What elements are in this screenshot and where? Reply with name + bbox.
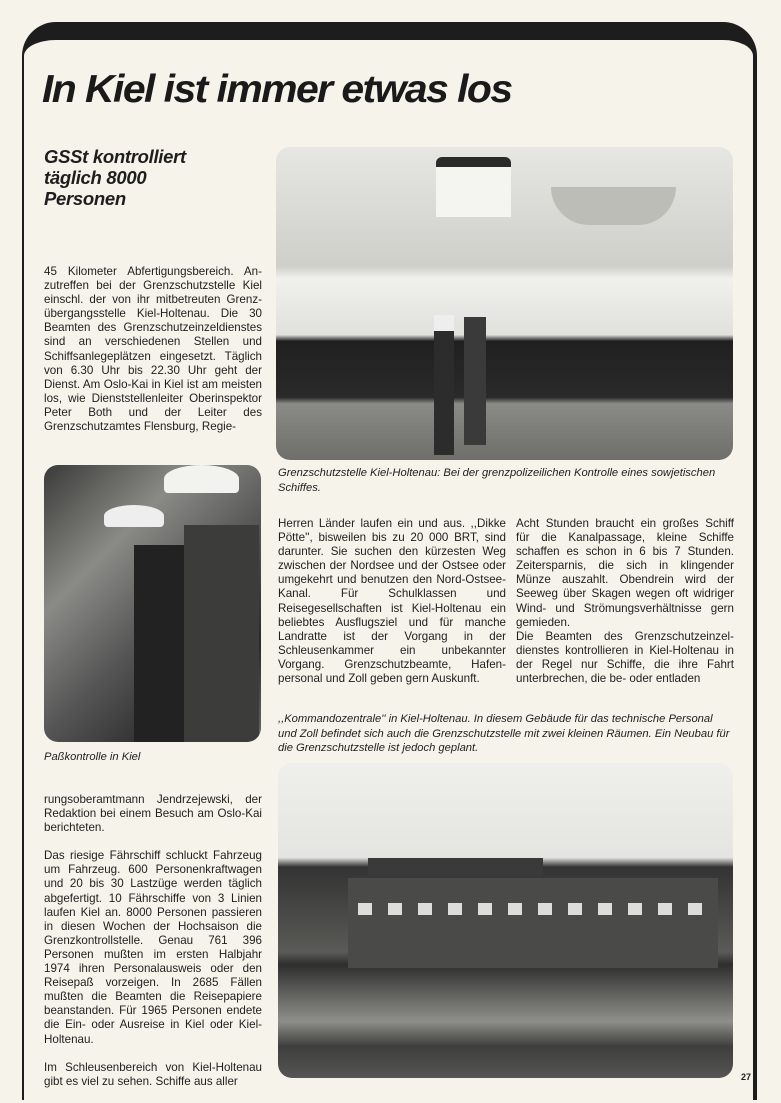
column1-bottom-text [44, 793, 262, 1103]
passport-control-photo [44, 465, 261, 742]
subheadline-line: Personen [44, 188, 126, 209]
subheadline-line: täglich 8000 [44, 167, 147, 188]
column2-text: Herren Länder laufen ein und aus. ,,Dikke Pötte'', bisweilen bis zu 20 000 BRT, sind darunter. Sie suchen den kürzesten Weg zwischen der Nordsee und der Ostsee oder umgekehrt und benutzen den Nord-Ostsee-Kanal. Für Schulklassen und Reisegesellschaften ist Kiel-Holtenau ein beliebtes Ausflugsziel und für manche Landratte ist der Vorgang in der Schleusenkammer ein unbekannter Vorgang. Grenzschutzbeamte, Hafenpersonal und Zoll geben gern Auskunft. [278, 517, 506, 686]
column3-paragraph: Die Beamten des Grenzschutzeinzeldienstes kontrollieren in Kiel-Holtenau in der Regel nur Schiffe, die ihre Fahrt unterbrechen, die be- oder entladen [516, 629, 734, 686]
building-photo [278, 763, 733, 1078]
paragraph: rungsoberamtmann Jendrzejewski, der Redaktion bei einem Besuch am Oslo-Kai berichteten. [44, 793, 262, 835]
column3-text [516, 517, 734, 686]
building-photo-caption: ,,Kommandozentrale'' in Kiel-Holtenau. In diesem Gebäude für das technische Personal und Zoll befindet sich auch die Grenzschutzstelle mit zwei kleinen Räumen. Ein Neubau für die Grenzschutzstelle ist jedoch geplant. [278, 713, 730, 754]
ship-photo-caption: Grenzschutzstelle Kiel-Holtenau: Bei der grenzpolizeilichen Kontrolle eines sowjetischen Schiffes. [278, 467, 716, 494]
page-number: 27 [741, 1072, 752, 1082]
subheadline-line: GSSt kontrolliert [44, 146, 186, 167]
ship-photo [276, 147, 733, 460]
paragraph: Das riesige Fährschiff schluckt Fahrzeug um Fahrzeug. 600 Personenkraftwagen und 20 bis 30 Lastzüge werden täglich abgefertigt. 10 Fährschiffe von 3 Linien laufen Kiel an. 8000 Personen passieren in diesen Wochen der Hochsaison die Grenzkontrollstelle. Genau 761 396 Personen mußten im ersten Halbjahr 1974 ihren Personalausweis oder den Reisepaß vorzeigen. In 2685 Fällen mußten die Beamten die Reisepapiere beanstanden. Für 1965 Personen endete die Ein- oder Ausreise in Kiel oder Kiel-Holtenau. [44, 849, 262, 1046]
passport-photo-caption: Paßkontrolle in Kiel [44, 751, 141, 763]
subheadline [44, 146, 186, 209]
column3-paragraph: Acht Stunden braucht ein großes Schiff für die Kanalpassage, kleine Schiffe schaffen es schon in 6 bis 7 Stunden. Zeitersparnis, die sich in klingender Münze auszahlt. Obendrein wird der Seeweg über Skagen wegen oft widriger Wind- und Strömungsverhältnisse gern gemieden. [516, 517, 734, 629]
paragraph: Im Schleusenbereich von Kiel-Holtenau gibt es viel zu sehen. Schiffe aus aller [44, 1060, 262, 1088]
headline: In Kiel ist immer etwas los [42, 68, 512, 111]
column1-top-text: 45 Kilometer Abfertigungsbereich. Anzutreffen bei der Grenzschutzstelle Kiel einschl. der von ihr mitbetreuten Grenzübergangsstelle Kiel-Holtenau. Die 30 Beamten des Grenzschutzeinzeldienstes sind an verschiedenen Stellen und Schiffsanlegeplätzen eingesetzt. Täglich von 6.30 Uhr bis 22.30 Uhr geht der Dienst. Am Oslo-Kai in Kiel ist am meisten los, wie Dienststellenleiter Oberinspektor Peter Both und der Leiter des Grenzschutzamtes Flensburg, Regie- [44, 265, 262, 434]
